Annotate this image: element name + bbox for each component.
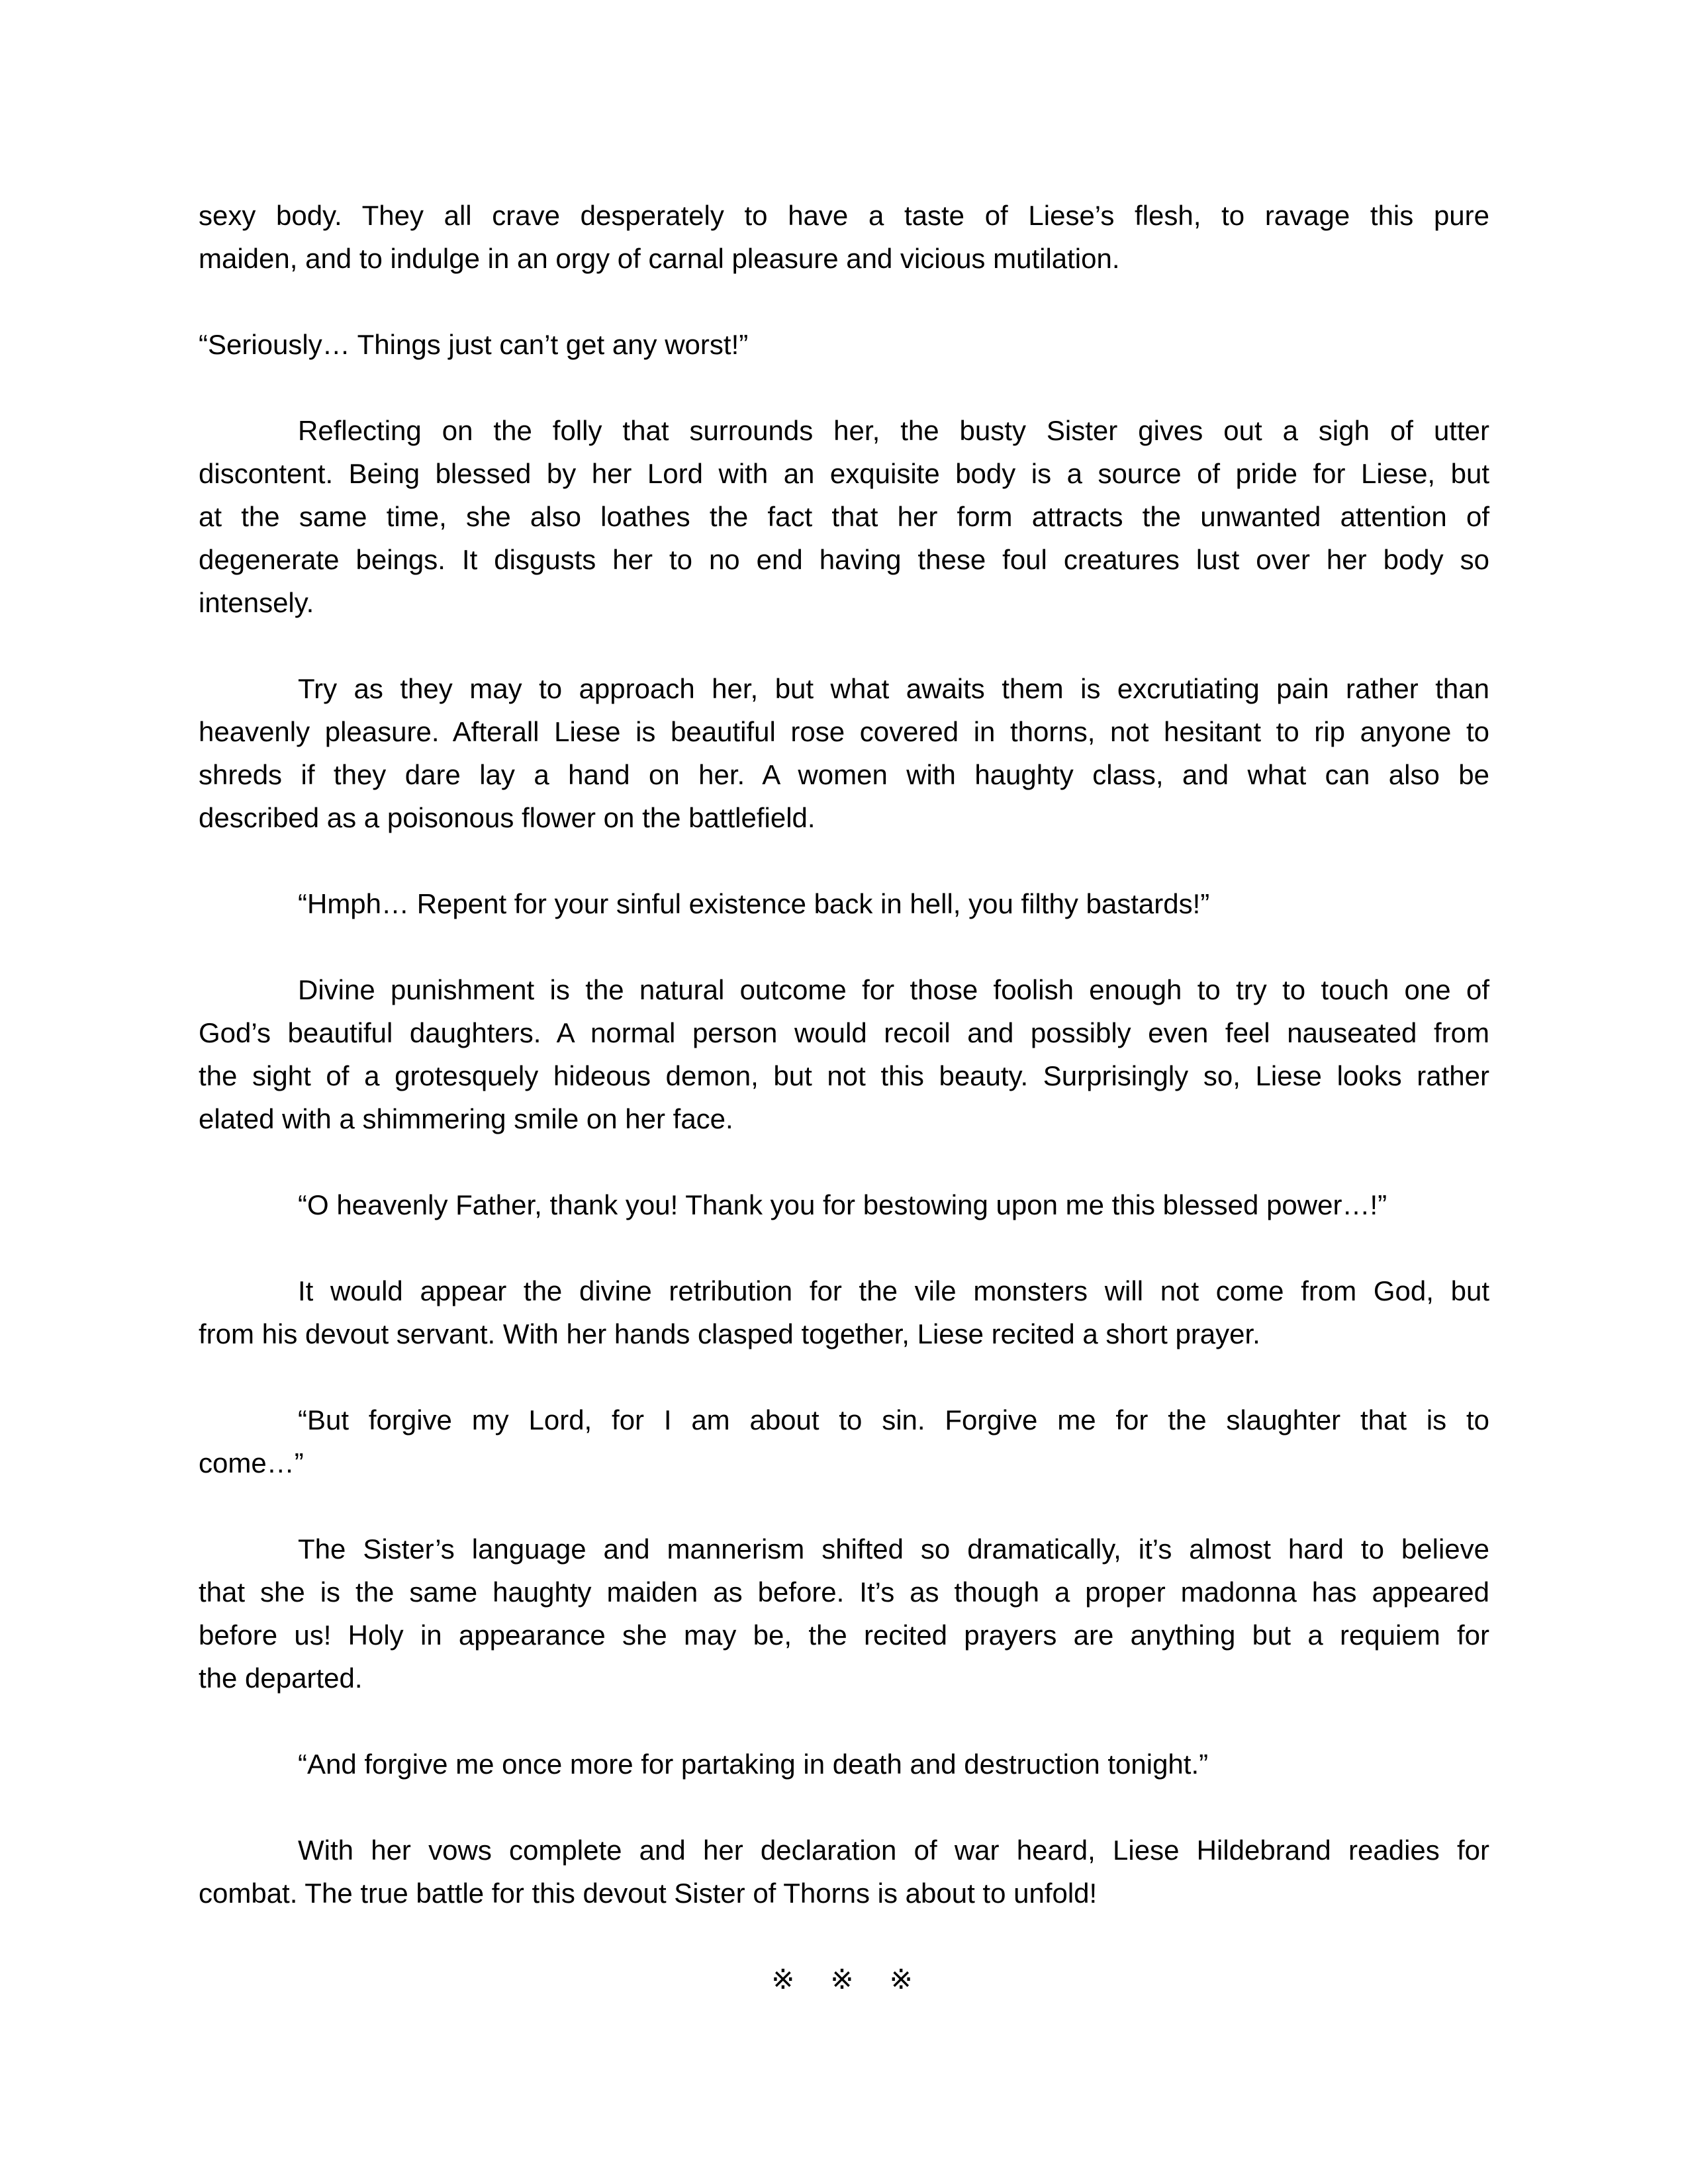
- section-break-line: ※ ※ ※: [771, 1963, 917, 1995]
- narration-line: It would appear the divine retribution for the vile monsters will not come from God, but: [298, 1275, 1489, 1306]
- section-break: [199, 1958, 1489, 2001]
- narration-line: described as a poisonous flower on the battlefield.: [199, 802, 816, 833]
- narration-line: degenerate beings. It disgusts her to no end having these foul creatures lust over her body so: [199, 544, 1489, 575]
- narration-line: God’s beautiful daughters. A normal person would recoil and possibly even feel nauseated from: [199, 1017, 1489, 1048]
- dialogue-line: “But forgive my Lord, for I am about to sin. Forgive me for the slaughter that is to: [298, 1404, 1489, 1435]
- narration-line: at the same time, she also loathes the fact that her form attracts the unwanted attention of: [199, 501, 1489, 532]
- narration-divine-retribution: [199, 1269, 1489, 1355]
- narration-line: before us! Holy in appearance she may be, the recited prayers are anything but a requiem for: [199, 1619, 1489, 1651]
- document-body: [199, 194, 1489, 2044]
- narration-line: discontent. Being blessed by her Lord with an exquisite body is a source of pride for Liese, but: [199, 458, 1489, 489]
- narration-line: the sight of a grotesquely hideous demon, but not this beauty. Surprisingly so, Liese looks rather: [199, 1060, 1489, 1091]
- narration-try-as-they-may: [199, 667, 1489, 839]
- narration-divine-punishment: [199, 968, 1489, 1140]
- dialogue-hmph: [199, 882, 1489, 925]
- narration-line: that she is the same haughty maiden as before. It’s as though a proper madonna has appeared: [199, 1576, 1489, 1608]
- dialogue-line: “And forgive me once more for partaking in death and destruction tonight.”: [298, 1749, 1209, 1780]
- narration-line: Divine punishment is the natural outcome for those foolish enough to try to touch one of: [298, 974, 1489, 1005]
- dialogue-heavenly-father: [199, 1183, 1489, 1226]
- narration-vows-complete: [199, 1829, 1489, 1915]
- narration-line: The Sister’s language and mannerism shifted so dramatically, it’s almost hard to believe: [298, 1533, 1489, 1565]
- dialogue-seriously: [199, 323, 1489, 366]
- narration-line: shreds if they dare lay a hand on her. A women with haughty class, and what can also be: [199, 759, 1489, 790]
- narration-line: Reflecting on the folly that surrounds her, the busty Sister gives out a sigh of utter: [298, 415, 1489, 446]
- dialogue-forgive-once-more: [199, 1743, 1489, 1786]
- narration-reflecting: [199, 409, 1489, 624]
- narration-line: the departed.: [199, 1662, 363, 1694]
- narration-line: intensely.: [199, 587, 314, 618]
- narration-line: With her vows complete and her declaration of war heard, Liese Hildebrand readies for: [298, 1835, 1489, 1866]
- dialogue-line: “Seriously… Things just can’t get any worst!”: [199, 329, 749, 360]
- dialogue-but-forgive: [199, 1398, 1489, 1484]
- dialogue-line: “O heavenly Father, thank you! Thank you for bestowing upon me this blessed power…!”: [298, 1189, 1387, 1220]
- continuation-paragraph: [199, 194, 1489, 280]
- narration-line: maiden, and to indulge in an orgy of carnal pleasure and vicious mutilation.: [199, 243, 1120, 274]
- narration-line: sexy body. They all crave desperately to have a taste of Liese’s flesh, to ravage this pure: [199, 200, 1489, 231]
- narration-line: elated with a shimmering smile on her face.: [199, 1103, 733, 1134]
- dialogue-line: “Hmph… Repent for your sinful existence back in hell, you filthy bastards!”: [298, 888, 1210, 919]
- dialogue-line: come…”: [199, 1447, 304, 1479]
- narration-sisters-language: [199, 1527, 1489, 1700]
- narration-line: combat. The true battle for this devout Sister of Thorns is about to unfold!: [199, 1878, 1098, 1909]
- narration-line: heavenly pleasure. Afterall Liese is beautiful rose covered in thorns, not hesitant to rip anyone to: [199, 716, 1489, 747]
- narration-line: from his devout servant. With her hands clasped together, Liese recited a short prayer.: [199, 1318, 1260, 1349]
- narration-line: Try as they may to approach her, but what awaits them is excrutiating pain rather than: [298, 673, 1489, 704]
